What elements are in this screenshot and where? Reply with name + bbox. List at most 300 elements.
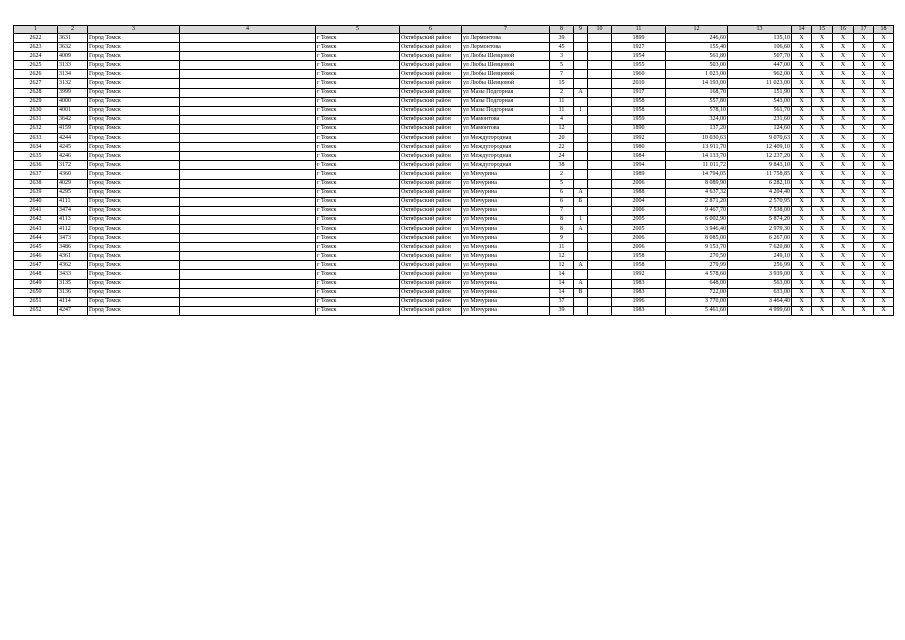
street-cell: ул Мичурина <box>462 252 550 261</box>
flag-14-cell: X <box>792 215 812 224</box>
blank-column-cell <box>180 270 316 279</box>
flag-18-cell: X <box>874 197 894 206</box>
street-cell: ул Лермонтова <box>462 34 550 43</box>
street-cell: ул Междугородная <box>462 134 550 143</box>
table-row <box>14 106 894 115</box>
block-column-cell <box>588 143 612 152</box>
district-cell: Октябрьский район <box>400 79 462 88</box>
object-id-cell: 3631 <box>58 34 88 43</box>
block-column-cell <box>588 179 612 188</box>
municipality-cell: Город Томск <box>88 224 180 233</box>
total-area-cell: 137,20 <box>666 124 728 133</box>
living-area-cell: 151,90 <box>728 88 792 97</box>
flag-16-cell: X <box>833 88 854 97</box>
flag-17-cell: X <box>854 234 874 243</box>
block-column-cell <box>588 161 612 170</box>
settlement-cell: г Томск <box>316 243 400 252</box>
living-area-cell: 5 874,20 <box>728 215 792 224</box>
spreadsheet <box>13 25 893 316</box>
living-area-cell: 561,70 <box>728 106 792 115</box>
house-number-cell: 39 <box>550 306 574 315</box>
district-cell: Октябрьский район <box>400 170 462 179</box>
block-column-cell <box>588 134 612 143</box>
flag-18-cell: X <box>874 215 894 224</box>
flag-15-cell: X <box>812 52 833 61</box>
table-row <box>14 261 894 270</box>
row-number-cell: 2634 <box>14 143 58 152</box>
row-number-cell: 2644 <box>14 234 58 243</box>
column-header-4: 4 <box>180 26 316 34</box>
living-area-cell: 256,99 <box>728 261 792 270</box>
object-id-cell: 4295 <box>58 188 88 197</box>
blank-column-cell <box>180 124 316 133</box>
flag-16-cell: X <box>833 143 854 152</box>
living-area-cell: 962,00 <box>728 70 792 79</box>
building-letter-cell <box>574 124 588 133</box>
street-cell: ул Любы Шевцовой <box>462 61 550 70</box>
blank-column-cell <box>180 179 316 188</box>
block-column-cell <box>588 97 612 106</box>
flag-14-cell: X <box>792 115 812 124</box>
block-column-cell <box>588 88 612 97</box>
district-cell: Октябрьский район <box>400 97 462 106</box>
flag-15-cell: X <box>812 215 833 224</box>
flag-14-cell: X <box>792 161 812 170</box>
settlement-cell: г Томск <box>316 261 400 270</box>
house-number-cell: 38 <box>550 161 574 170</box>
building-letter-cell <box>574 43 588 52</box>
street-cell: ул Мичурина <box>462 270 550 279</box>
total-area-cell: 14 133,70 <box>666 152 728 161</box>
flag-17-cell: X <box>854 79 874 88</box>
total-area-cell: 9 467,70 <box>666 206 728 215</box>
row-number-cell: 2623 <box>14 43 58 52</box>
total-area-cell: 578,10 <box>666 106 728 115</box>
settlement-cell: г Томск <box>316 143 400 152</box>
flag-17-cell: X <box>854 261 874 270</box>
flag-16-cell: X <box>833 243 854 252</box>
flag-18-cell: X <box>874 152 894 161</box>
flag-14-cell: X <box>792 34 812 43</box>
district-cell: Октябрьский район <box>400 188 462 197</box>
block-column-cell <box>588 279 612 288</box>
settlement-cell: г Томск <box>316 188 400 197</box>
flag-18-cell: X <box>874 106 894 115</box>
living-area-cell: 7 538,00 <box>728 206 792 215</box>
building-letter-cell <box>574 270 588 279</box>
year-built-cell: 1983 <box>612 288 666 297</box>
district-cell: Октябрьский район <box>400 252 462 261</box>
house-number-cell: 4 <box>550 115 574 124</box>
street-cell: ул Мазы Подгорная <box>462 97 550 106</box>
flag-18-cell: X <box>874 134 894 143</box>
flag-16-cell: X <box>833 152 854 161</box>
year-built-cell: 1955 <box>612 61 666 70</box>
total-area-cell: 8 089,90 <box>666 179 728 188</box>
object-id-cell: 4246 <box>58 152 88 161</box>
year-built-cell: 1899 <box>612 34 666 43</box>
total-area-cell: 4 637,32 <box>666 188 728 197</box>
settlement-cell: г Томск <box>316 52 400 61</box>
settlement-cell: г Томск <box>316 252 400 261</box>
block-column-cell <box>588 152 612 161</box>
flag-18-cell: X <box>874 43 894 52</box>
district-cell: Октябрьский район <box>400 234 462 243</box>
year-built-cell: 2006 <box>612 234 666 243</box>
blank-column-cell <box>180 306 316 315</box>
year-built-cell: 2010 <box>612 79 666 88</box>
flag-14-cell: X <box>792 306 812 315</box>
district-cell: Октябрьский район <box>400 88 462 97</box>
table-row <box>14 97 894 106</box>
street-cell: ул Мичурина <box>462 261 550 270</box>
flag-14-cell: X <box>792 288 812 297</box>
flag-18-cell: X <box>874 206 894 215</box>
flag-15-cell: X <box>812 270 833 279</box>
flag-16-cell: X <box>833 52 854 61</box>
table-row <box>14 34 894 43</box>
settlement-cell: г Томск <box>316 70 400 79</box>
table-row <box>14 115 894 124</box>
building-letter-cell <box>574 70 588 79</box>
column-header-14: 14 <box>792 26 812 34</box>
row-number-cell: 2642 <box>14 215 58 224</box>
flag-15-cell: X <box>812 179 833 188</box>
block-column-cell <box>588 306 612 315</box>
row-number-cell: 2651 <box>14 297 58 306</box>
flag-16-cell: X <box>833 224 854 233</box>
living-area-cell: 231,60 <box>728 115 792 124</box>
flag-16-cell: X <box>833 161 854 170</box>
flag-16-cell: X <box>833 234 854 243</box>
total-area-cell: 503,00 <box>666 61 728 70</box>
row-number-cell: 2632 <box>14 124 58 133</box>
flag-17-cell: X <box>854 88 874 97</box>
building-letter-cell <box>574 234 588 243</box>
blank-column-cell <box>180 79 316 88</box>
municipality-cell: Город Томск <box>88 115 180 124</box>
blank-column-cell <box>180 170 316 179</box>
living-area-cell: 2 979,30 <box>728 224 792 233</box>
building-letter-cell <box>574 143 588 152</box>
house-number-cell: 7 <box>550 206 574 215</box>
total-area-cell: 5 461,60 <box>666 306 728 315</box>
flag-16-cell: X <box>833 297 854 306</box>
living-area-cell: 12 409,10 <box>728 143 792 152</box>
table-row <box>14 279 894 288</box>
flag-14-cell: X <box>792 70 812 79</box>
flag-18-cell: X <box>874 70 894 79</box>
year-built-cell: 1959 <box>612 115 666 124</box>
municipality-cell: Город Томск <box>88 261 180 270</box>
table-row <box>14 206 894 215</box>
settlement-cell: г Томск <box>316 79 400 88</box>
district-cell: Октябрьский район <box>400 243 462 252</box>
street-cell: ул Мичурина <box>462 188 550 197</box>
column-header-16: 16 <box>833 26 854 34</box>
flag-17-cell: X <box>854 115 874 124</box>
object-id-cell: 3999 <box>58 88 88 97</box>
flag-17-cell: X <box>854 252 874 261</box>
object-id-cell: 4029 <box>58 179 88 188</box>
street-cell: ул Междугородная <box>462 152 550 161</box>
building-letter-cell <box>574 61 588 70</box>
flag-14-cell: X <box>792 197 812 206</box>
house-number-cell: 14 <box>550 270 574 279</box>
year-built-cell: 2005 <box>612 215 666 224</box>
block-column-cell <box>588 79 612 88</box>
municipality-cell: Город Томск <box>88 306 180 315</box>
object-id-cell: 3134 <box>58 70 88 79</box>
flag-14-cell: X <box>792 188 812 197</box>
blank-column-cell <box>180 297 316 306</box>
row-number-cell: 2625 <box>14 61 58 70</box>
blank-column-cell <box>180 288 316 297</box>
column-header-3: 3 <box>88 26 180 34</box>
flag-15-cell: X <box>812 261 833 270</box>
flag-18-cell: X <box>874 179 894 188</box>
blank-column-cell <box>180 243 316 252</box>
flag-15-cell: X <box>812 197 833 206</box>
municipality-cell: Город Томск <box>88 152 180 161</box>
year-built-cell: 1992 <box>612 134 666 143</box>
district-cell: Октябрьский район <box>400 270 462 279</box>
year-built-cell: 1958 <box>612 252 666 261</box>
street-cell: ул Мичурина <box>462 306 550 315</box>
block-column-cell <box>588 297 612 306</box>
row-number-cell: 2630 <box>14 106 58 115</box>
flag-15-cell: X <box>812 124 833 133</box>
municipality-cell: Город Томск <box>88 52 180 61</box>
district-cell: Октябрьский район <box>400 279 462 288</box>
building-letter-cell: В <box>574 288 588 297</box>
building-letter-cell: 1 <box>574 215 588 224</box>
district-cell: Октябрьский район <box>400 224 462 233</box>
table-row <box>14 270 894 279</box>
table-row <box>14 252 894 261</box>
building-letter-cell: Б <box>574 197 588 206</box>
flag-15-cell: X <box>812 34 833 43</box>
street-cell: ул Мичурина <box>462 206 550 215</box>
flag-16-cell: X <box>833 288 854 297</box>
district-cell: Октябрьский район <box>400 197 462 206</box>
flag-14-cell: X <box>792 88 812 97</box>
settlement-cell: г Томск <box>316 288 400 297</box>
flag-18-cell: X <box>874 88 894 97</box>
municipality-cell: Город Томск <box>88 134 180 143</box>
table-row <box>14 188 894 197</box>
settlement-cell: г Томск <box>316 206 400 215</box>
flag-15-cell: X <box>812 252 833 261</box>
column-header-1: 1 <box>14 26 58 34</box>
municipality-cell: Город Томск <box>88 243 180 252</box>
object-id-cell: 4000 <box>58 97 88 106</box>
column-header-11: 11 <box>612 26 666 34</box>
settlement-cell: г Томск <box>316 124 400 133</box>
flag-17-cell: X <box>854 134 874 143</box>
table-row <box>14 297 894 306</box>
flag-17-cell: X <box>854 106 874 115</box>
flag-14-cell: X <box>792 179 812 188</box>
municipality-cell: Город Томск <box>88 161 180 170</box>
year-built-cell: 1958 <box>612 261 666 270</box>
flag-15-cell: X <box>812 288 833 297</box>
flag-17-cell: X <box>854 179 874 188</box>
flag-16-cell: X <box>833 188 854 197</box>
object-id-cell: 4114 <box>58 297 88 306</box>
municipality-cell: Город Томск <box>88 288 180 297</box>
flag-18-cell: X <box>874 143 894 152</box>
object-id-cell: 3433 <box>58 270 88 279</box>
street-cell: ул Мичурина <box>462 224 550 233</box>
municipality-cell: Город Томск <box>88 70 180 79</box>
table-row <box>14 197 894 206</box>
living-area-cell: 6 267,00 <box>728 234 792 243</box>
district-cell: Октябрьский район <box>400 306 462 315</box>
object-id-cell: 3486 <box>58 243 88 252</box>
total-area-cell: 168,70 <box>666 88 728 97</box>
street-cell: ул Мазы Подгорная <box>462 106 550 115</box>
flag-18-cell: X <box>874 124 894 133</box>
block-column-cell <box>588 106 612 115</box>
flag-18-cell: X <box>874 115 894 124</box>
column-header-8: 8 <box>550 26 574 34</box>
object-id-cell: 3135 <box>58 279 88 288</box>
blank-column-cell <box>180 161 316 170</box>
flag-18-cell: X <box>874 97 894 106</box>
object-id-cell: 4113 <box>58 215 88 224</box>
flag-16-cell: X <box>833 115 854 124</box>
flag-17-cell: X <box>854 288 874 297</box>
flag-14-cell: X <box>792 234 812 243</box>
row-number-cell: 2641 <box>14 206 58 215</box>
building-letter-cell <box>574 34 588 43</box>
blank-column-cell <box>180 34 316 43</box>
settlement-cell: г Томск <box>316 88 400 97</box>
flag-14-cell: X <box>792 152 812 161</box>
district-cell: Октябрьский район <box>400 124 462 133</box>
flag-17-cell: X <box>854 188 874 197</box>
street-cell: ул Мичурина <box>462 179 550 188</box>
year-built-cell: 1994 <box>612 161 666 170</box>
blank-column-cell <box>180 106 316 115</box>
living-area-cell: 106,60 <box>728 43 792 52</box>
flag-18-cell: X <box>874 224 894 233</box>
living-area-cell: 4 204,40 <box>728 188 792 197</box>
total-area-cell: 722,00 <box>666 288 728 297</box>
flag-16-cell: X <box>833 61 854 70</box>
flag-15-cell: X <box>812 297 833 306</box>
table-row <box>14 224 894 233</box>
street-cell: ул Лермонтова <box>462 43 550 52</box>
flag-14-cell: X <box>792 224 812 233</box>
flag-15-cell: X <box>812 306 833 315</box>
house-number-cell: 14 <box>550 279 574 288</box>
street-cell: ул Междугородная <box>462 143 550 152</box>
living-area-cell: 7 620,80 <box>728 243 792 252</box>
flag-15-cell: X <box>812 106 833 115</box>
flag-18-cell: X <box>874 297 894 306</box>
row-number-cell: 2636 <box>14 161 58 170</box>
house-number-cell: 6 <box>550 188 574 197</box>
settlement-cell: г Томск <box>316 224 400 233</box>
municipality-cell: Город Томск <box>88 188 180 197</box>
municipality-cell: Город Томск <box>88 279 180 288</box>
flag-17-cell: X <box>854 197 874 206</box>
year-built-cell: 2004 <box>612 197 666 206</box>
flag-16-cell: X <box>833 170 854 179</box>
total-area-cell: 14 193,00 <box>666 79 728 88</box>
street-cell: ул Мамонтова <box>462 124 550 133</box>
column-header-2: 2 <box>58 26 88 34</box>
flag-16-cell: X <box>833 215 854 224</box>
row-number-cell: 2638 <box>14 179 58 188</box>
house-number-cell: 45 <box>550 43 574 52</box>
year-built-cell: 1980 <box>612 143 666 152</box>
house-number-cell: 20 <box>550 134 574 143</box>
blank-column-cell <box>180 88 316 97</box>
flag-17-cell: X <box>854 215 874 224</box>
building-letter-cell: А <box>574 279 588 288</box>
row-number-cell: 2649 <box>14 279 58 288</box>
flag-15-cell: X <box>812 279 833 288</box>
year-built-cell: 1890 <box>612 124 666 133</box>
building-letter-cell <box>574 206 588 215</box>
table-row <box>14 70 894 79</box>
living-area-cell: 447,00 <box>728 61 792 70</box>
table-row <box>14 79 894 88</box>
living-area-cell: 633,00 <box>728 288 792 297</box>
object-id-cell: 3642 <box>58 115 88 124</box>
flag-14-cell: X <box>792 206 812 215</box>
municipality-cell: Город Томск <box>88 143 180 152</box>
house-number-cell: 2 <box>550 88 574 97</box>
settlement-cell: г Томск <box>316 215 400 224</box>
flag-17-cell: X <box>854 270 874 279</box>
municipality-cell: Город Томск <box>88 106 180 115</box>
year-built-cell: 1988 <box>612 188 666 197</box>
row-number-cell: 2633 <box>14 134 58 143</box>
row-number-cell: 2652 <box>14 306 58 315</box>
flag-18-cell: X <box>874 34 894 43</box>
flag-15-cell: X <box>812 188 833 197</box>
blank-column-cell <box>180 43 316 52</box>
district-cell: Октябрьский район <box>400 70 462 79</box>
street-cell: ул Междугородная <box>462 161 550 170</box>
building-letter-cell <box>574 252 588 261</box>
row-number-cell: 2640 <box>14 197 58 206</box>
house-number-cell: 5 <box>550 61 574 70</box>
flag-18-cell: X <box>874 170 894 179</box>
block-column-cell <box>588 70 612 79</box>
living-area-cell: 9 070,63 <box>728 134 792 143</box>
settlement-cell: г Томск <box>316 279 400 288</box>
flag-14-cell: X <box>792 261 812 270</box>
column-header-17: 17 <box>854 26 874 34</box>
flag-18-cell: X <box>874 234 894 243</box>
house-number-cell: 37 <box>550 297 574 306</box>
total-area-cell: 8 085,00 <box>666 234 728 243</box>
block-column-cell <box>588 261 612 270</box>
blank-column-cell <box>180 134 316 143</box>
year-built-cell: 1958 <box>612 97 666 106</box>
row-number-cell: 2648 <box>14 270 58 279</box>
flag-17-cell: X <box>854 243 874 252</box>
object-id-cell: 4244 <box>58 134 88 143</box>
street-cell: ул Мичурина <box>462 279 550 288</box>
street-cell: ул Любы Шевцовой <box>462 79 550 88</box>
object-id-cell: 3136 <box>58 288 88 297</box>
